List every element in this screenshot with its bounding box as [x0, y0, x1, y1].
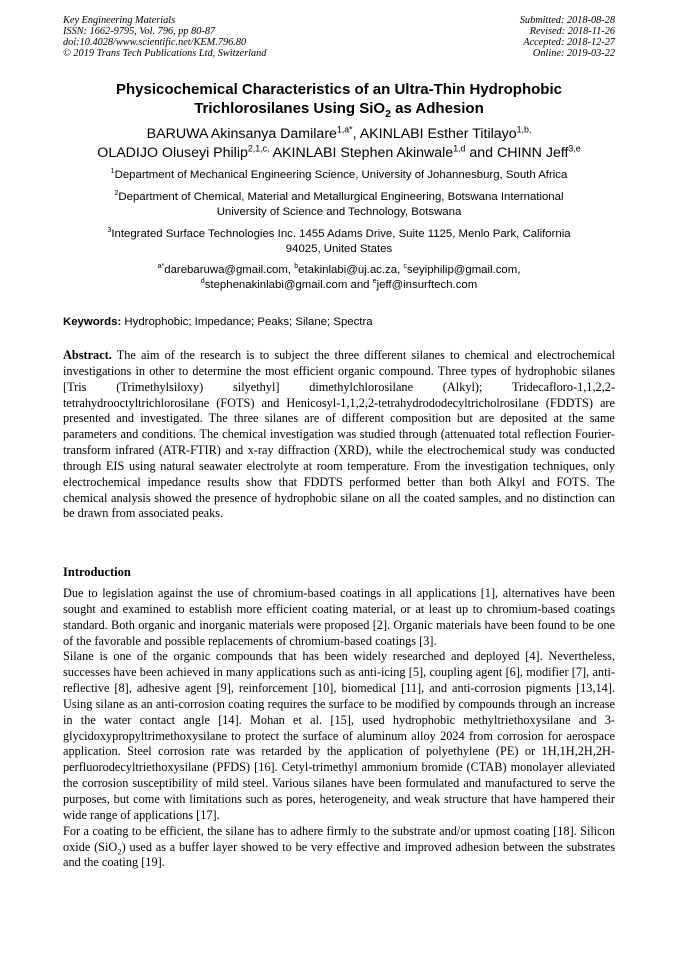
- title-line-1: Physicochemical Characteristics of an Ultra-Thin Hydrophobic: [116, 81, 562, 98]
- affiliation-text: 94025, United States: [285, 243, 393, 255]
- keywords: [63, 315, 615, 329]
- author-affil-mark: 2,1,c,: [247, 143, 270, 154]
- paragraph-text: ) used as a buffer layer showed to be very effective and improved adhesion between the substrates and the coating [19].: [63, 839, 615, 870]
- affiliation-number: 2: [114, 190, 119, 198]
- paragraph-text: For a coating to be efficient, the silane has to adhere firmly to the substrate and/or upmost coating [18]. Silicon oxide (SiO: [63, 823, 615, 854]
- abstract: [63, 348, 615, 522]
- date-accepted: Accepted: 2018-12-27: [523, 37, 615, 48]
- affiliation-text: Department of Chemical, Material and Metallurgical Engineering, Botswana International: [118, 191, 564, 203]
- journal-copyright: © 2019 Trans Tech Publications Ltd, Switzerland: [63, 48, 267, 59]
- author-name: AKINLABI Stephen Akinwale: [272, 145, 454, 161]
- keywords-label: Keywords:: [63, 316, 122, 328]
- title-subscript: 2: [385, 108, 391, 120]
- email-mark: e: [372, 278, 377, 286]
- affiliation-text: Integrated Surface Technologies Inc. 1455 Adams Drive, Suite 1125, Menlo Park, California: [111, 228, 571, 240]
- paragraph: [63, 824, 615, 872]
- paragraph: Due to legislation against the use of chromium-based coatings in all applications [1], alternatives have been sought and examined to establish more efficient coating material, or at least up to chromium-based coatings standard. Both organic and inorganic materials were proposed [2]. Organic materials have been found to be one of the favorable and possible replacements of chromium-based coatings [3].: [63, 586, 615, 648]
- author-separator: ,: [352, 126, 360, 142]
- affiliation-text: Department of Mechanical Engineering Science, University of Johannesburg, South Africa: [114, 169, 568, 181]
- author-name: CHINN Jeff: [496, 145, 569, 161]
- abstract-label: Abstract.: [63, 348, 112, 362]
- affiliation-2: [63, 190, 615, 220]
- journal-issn: ISSN: 1662-9795, Vol. 796, pp 80-87: [63, 26, 216, 37]
- affiliation-3: [63, 227, 615, 257]
- journal-name: Key Engineering Materials: [63, 15, 176, 26]
- section-heading-introduction: Introduction: [63, 565, 131, 579]
- author-name: BARUWA Akinsanya Damilare: [146, 126, 337, 142]
- email-address[interactable]: etakinlabi@uj.ac.za,: [298, 264, 404, 276]
- paper-title: [63, 80, 615, 118]
- email-address[interactable]: seyiphilip@gmail.com,: [406, 264, 521, 276]
- journal-header: [63, 15, 363, 59]
- affiliation-text: University of Science and Technology, Botswana: [216, 206, 462, 218]
- title-line-2b: as Adhesion: [390, 100, 484, 117]
- email-mark: a*: [157, 263, 165, 271]
- keywords-text: Hydrophobic; Impedance; Peaks; Silane; Spectra: [121, 316, 373, 328]
- author-name: OLADIJO Oluseyi Philip: [97, 145, 248, 161]
- author-affil-mark: 1,d: [453, 143, 466, 154]
- author-separator: and: [465, 145, 497, 161]
- affiliation-number: 3: [107, 227, 112, 235]
- date-online: Online: 2019-03-22: [532, 48, 615, 59]
- author-emails: [63, 263, 615, 293]
- date-revised: Revised: 2018-11-26: [529, 26, 615, 37]
- email-mark: b: [294, 263, 299, 271]
- author-list: [55, 125, 623, 163]
- introduction-body: [63, 586, 615, 871]
- journal-doi: doi:10.4028/www.scientific.net/KEM.796.80: [63, 37, 247, 48]
- author-affil-mark: 1,a*: [336, 124, 353, 135]
- email-address[interactable]: darebaruwa@gmail.com,: [164, 264, 295, 276]
- publication-dates: [365, 15, 615, 59]
- paragraph: Silane is one of the organic compounds that has been widely researched and deployed [4]. Nevertheless, successes have been achieved in many applications such as anti-icing [5], coupling agent [6], modifier [7], anti-reflective [8], adhesive agent [9], reinforcement [10], biomedical [11], and anti-corrosion pigments [13,14]. Using silane as an anti-corrosion coating requires the surface to be modified by compounds through an increase in the water contact angle [14]. Mohan et al. [15], used hydrophobic methyltriethoxysilane and 3-glycidoxypropyltrimethoxysilane to protect the surface of aluminum alloy 2024 from corrosion for aerospace application. Steel corrosion rate was retarded by the application of polyethylene (PE) or 1H,1H,2H,2H-perfluorodecyltriethoxysilane (PFDS) [16]. Cetyl-trimethyl ammonium bromide (CTAB) monolayer alleviated the corrosion susceptibility of mild steel. Various silanes have been formulated and manufactured to serve the purposes, but come with limitations such as pores, heterogeneity, and weak structure that have hampered their wide range of applications [17].: [63, 649, 615, 822]
- affiliation-1: [63, 168, 615, 183]
- email-address[interactable]: jeff@insurftech.com: [376, 279, 478, 291]
- email-address[interactable]: stephenakinlabi@gmail.com and: [204, 279, 373, 291]
- email-mark: c: [403, 263, 407, 271]
- affiliation-number: 1: [110, 168, 115, 176]
- author-affil-mark: 1,b,: [516, 124, 532, 135]
- author-affil-mark: 3,e: [568, 143, 581, 154]
- title-line-2a: Trichlorosilanes Using SiO: [194, 100, 386, 117]
- author-name: AKINLABI Esther Titilayo: [359, 126, 517, 142]
- subscript: 2: [117, 845, 122, 856]
- email-mark: d: [200, 278, 205, 286]
- abstract-text: The aim of the research is to subject the three different silanes to chemical and electrochemical investigations in other to determine the most efficient organic compound. Three types of hydrophobic silanes [Tris (Trimethylsiloxy) silyethyl] dimethylchlorosilane (Alkyl); Tridecafloro-1,1,2,2-tetrahydrooctyltrichlorosilane (FOTS) and Henicosyl-1,1,2,2-tetrahydrododecyltricholrosilane (FDDTS) are presented and investigated. The three silanes are of different composition but are deposited at the same parameters and conditions. The chemical investigation was studied through (attenuated total reflection Fourier-transform infrared (ATR-FTIR) and x-ray diffraction (XRD), while the electrochemical study was conducted through EIS using natural seawater electrolyte at room temperature. From the investigation techniques, only electrochemical impedance results show that FDDTS performed better than both Alkyl and FOTS. The chemical analysis showed the presence of hydrophobic silane on all the coated samples, and no distinction can be drawn from associated peaks.: [63, 348, 615, 521]
- date-submitted: Submitted: 2018-08-28: [519, 15, 615, 26]
